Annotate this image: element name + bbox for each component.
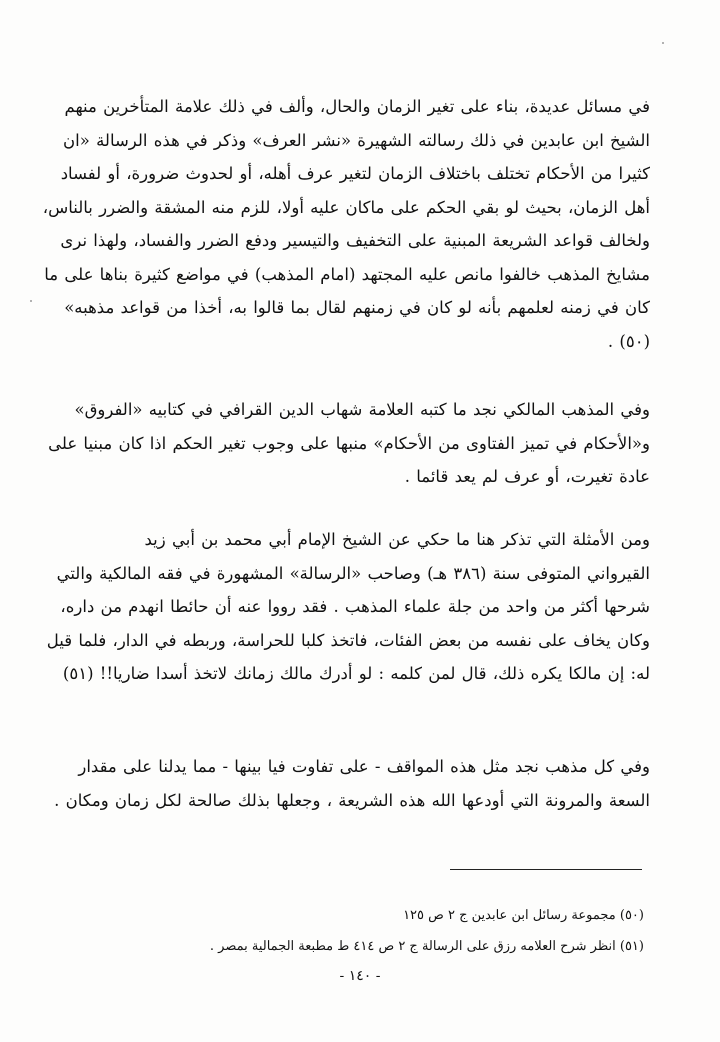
paragraph-maliki-qarafi: [48, 393, 650, 494]
text-line: و«الأحكام في تميز الفتاوى من الأحكام» منبها على وجوب تغير الحكم اذا كان مبنيا على: [48, 433, 650, 453]
text-line: الشيخ ابن عابدين في ذلك رسالته الشهيرة «نشر العرف» وذكر في هذه الرسالة «ان: [63, 130, 650, 150]
text-line: وفي كل مذهب نجد مثل هذه المواقف - على تفاوت فيا بينها - مما يدلنا على مقدار: [78, 757, 650, 776]
scan-speck: [30, 300, 32, 302]
text-line: كان في زمنه لعلمهم بأنه لو كان في زمنهم لقال بما قالوا به، أخذا من قواعد مذهبه»: [64, 298, 650, 317]
text-line: كثيرا من الأحكام تختلف باختلاف الزمان لتغير عرف أهله، أو لحدوث ضرورة، أو لفساد: [60, 164, 650, 183]
footnote-50: (٥٠) مجموعة رسائل ابن عابدين ج ٢ ص ١٢٥: [403, 908, 644, 923]
text-line: وكان يخاف على نفسه من بعض الفئات، فاتخذ كلبا للحراسة، وربطه في الدار، فلما قيل: [46, 630, 650, 650]
text-line: مشايخ المذهب خالفوا مانص عليه المجتهد (امام المذهب) في مواضع كثيرة بناها على ما: [44, 264, 650, 284]
text-line: شرحها أكثر من واحد من جلة علماء المذهب . فقد رووا عنه أن حائطا انهدم من داره،: [60, 597, 650, 616]
footnote-divider: [450, 869, 642, 870]
text-line: له: إن مالكا يكره ذلك، قال لمن كلمه : لو أدرك مالك زمانك لاتخذ أسدا ضاريا!! (٥١): [62, 664, 650, 683]
footnotes: [190, 900, 644, 962]
text-line: القيرواني المتوفى سنة (٣٨٦ هـ) وصاحب «الرسالة» المشهورة في فقه المالكية والتي: [56, 563, 650, 583]
scan-speck: [662, 42, 664, 44]
text-line: وفي المذهب المالكي نجد ما كتبه العلامة شهاب الدين القرافي في كتابيه «الفروق»: [74, 400, 650, 419]
footnote-51: (٥١) انظر شرح العلامه رزق على الرسالة ج ٢ ص ٤١٤ ط مطبعة الجمالية بمصر .: [209, 939, 644, 954]
text-line: ومن الأمثلة التي تذكر هنا ما حكي عن الشيخ الإمام أبي محمد بن أبي زيد: [144, 530, 650, 549]
text-line: أهل الزمان، بحيث لو بقي الحكم على ماكان عليه أولا، للزم منه المشقة والضرر بالناس،: [42, 197, 650, 217]
text-line: (٥٠) .: [607, 331, 650, 351]
text-line: عادة تغيرت، أو عرف لم يعد قائما .: [404, 467, 650, 486]
text-line: في مسائل عديدة، بناء على تغير الزمان والحال، وألف في ذلك علامة المتأخرين منهم: [64, 97, 650, 116]
paragraph-conclusion: [54, 750, 650, 817]
text-line: ولخالف قواعد الشريعة المبنية على التخفيف والتيسير ودفع الضرر والفساد، ولهذا نرى: [60, 231, 650, 250]
text-line: السعة والمرونة التي أودعها الله هذه الشريعة ، وجعلها بذلك صالحة لكل زمان ومكان .: [54, 790, 650, 810]
paragraph-qayrawani-example: [46, 523, 650, 691]
page-number: - ١٤٠ -: [339, 968, 381, 984]
paragraph-ibn-abidin: [42, 90, 650, 358]
